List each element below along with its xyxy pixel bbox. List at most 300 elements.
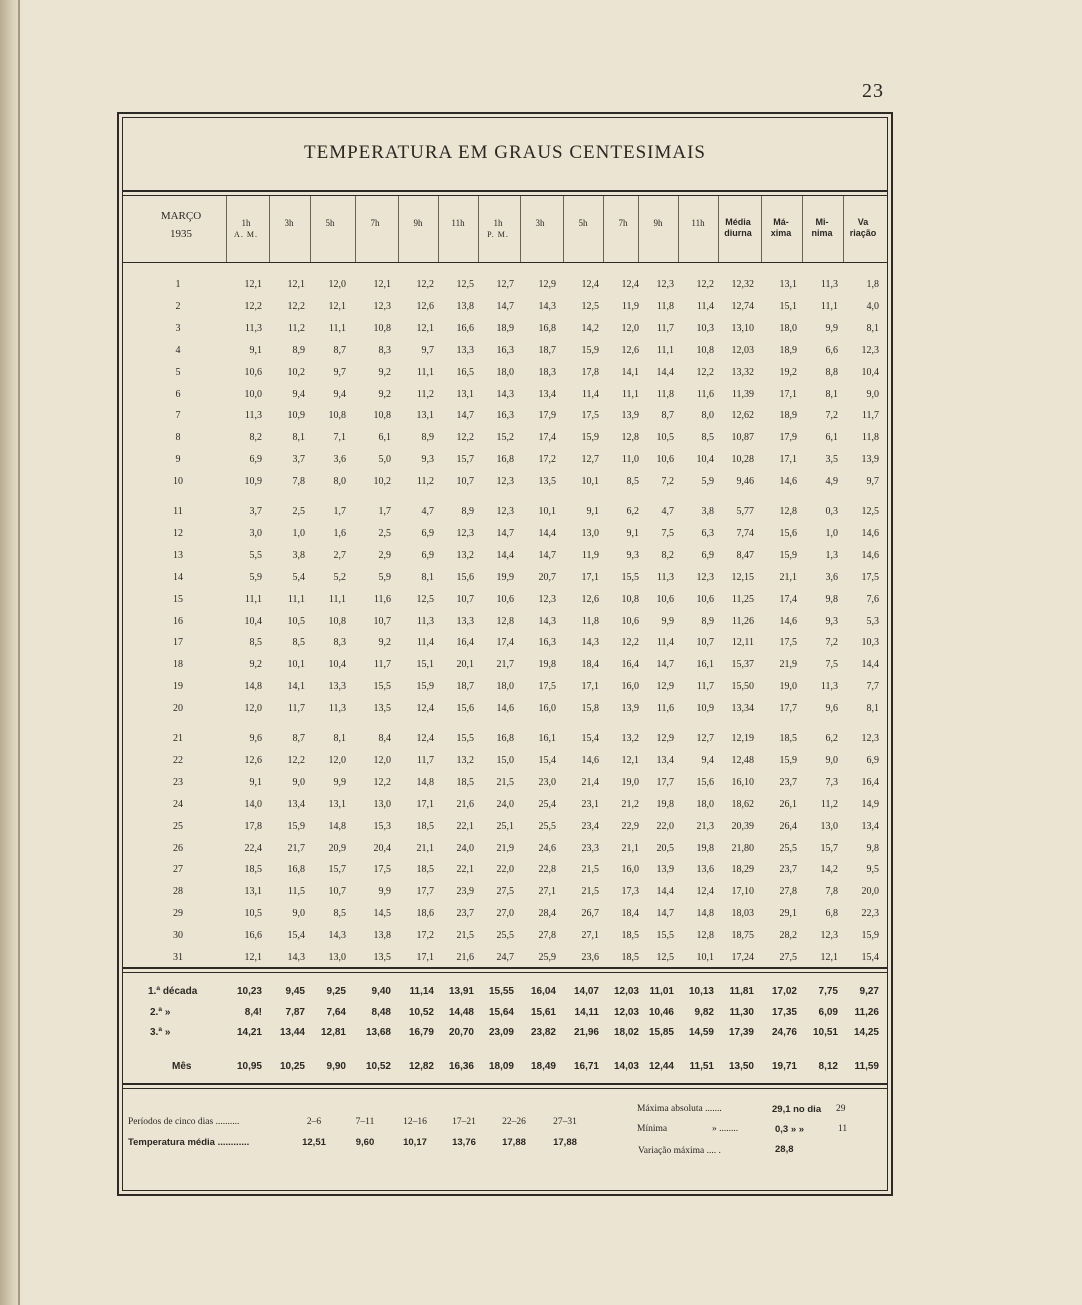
temperature-cell: 10,2 [287,367,305,378]
temperature-cell: 18,0 [496,367,514,378]
temperature-cell: 12,8 [621,432,639,443]
temperature-cell: 17,9 [779,432,797,443]
day-label: 21 [173,733,183,744]
temperature-cell: 15,1 [779,301,797,312]
summary-value: 18,09 [488,1061,514,1072]
max-variation-value: 28,8 [775,1144,794,1155]
summary-label: 3.ª » [150,1027,171,1038]
temperature-cell: 15,3 [373,821,391,832]
temperature-cell: 1,8 [866,279,879,290]
temperature-cell: 8,7 [292,733,305,744]
summary-value: 18,02 [613,1027,639,1038]
temperature-cell: 22,0 [496,864,514,875]
temperature-cell: 18,6 [416,908,434,919]
temperature-cell: 10,5 [287,616,305,627]
temperature-cell: 13,10 [731,323,754,334]
temperature-cell: 15,8 [581,703,599,714]
temperature-cell: 12,3 [696,572,714,583]
temperature-cell: 11,1 [621,389,639,400]
temperature-cell: 11,0 [621,454,639,465]
temperature-cell: 13,4 [287,799,305,810]
temperature-cell: 3,6 [333,454,346,465]
column-header [761,217,801,239]
summary-label: 1.ª década [148,986,198,997]
temperature-cell: 17,1 [779,389,797,400]
temperature-cell: 15,6 [696,777,714,788]
period-temperature: 17,88 [553,1137,577,1148]
period-label: 27–31 [553,1117,577,1127]
temperature-cell: 24,0 [496,799,514,810]
temperature-cell: 13,5 [373,703,391,714]
temperature-cell: 29,1 [779,908,797,919]
temperature-cell: 12,1 [287,279,305,290]
summary-value: 14,07 [573,986,599,997]
temperature-cell: 11,2 [820,799,838,810]
temperature-cell: 14,7 [456,410,474,421]
temperature-cell: 10,1 [538,506,556,517]
temperature-cell: 12,0 [244,703,262,714]
temperature-cell: 14,4 [496,550,514,561]
temperature-cell: 21,6 [456,799,474,810]
temperature-cell: 13,8 [456,301,474,312]
day-label: 27 [173,864,183,875]
temperature-cell: 10,7 [696,637,714,648]
temperature-cell: 17,4 [496,637,514,648]
temperature-cell: 18,75 [731,930,754,941]
temperature-cell: 9,9 [661,616,674,627]
temperature-cell: 13,34 [731,703,754,714]
temperature-cell: 16,3 [496,345,514,356]
temperature-cell: 10,9 [287,410,305,421]
temperature-cell: 4,7 [661,506,674,517]
temperature-cell: 8,9 [701,616,714,627]
temperature-cell: 14,4 [656,886,674,897]
temperature-cell: 17,5 [779,637,797,648]
temperature-cell: 12,4 [581,279,599,290]
temperature-cell: 8,2 [249,432,262,443]
summary-value: 16,71 [573,1061,599,1072]
temperature-cell: 8,9 [421,432,434,443]
temperature-cell: 12,0 [373,755,391,766]
temperature-cell: 15,9 [779,550,797,561]
temperature-cell: 11,7 [696,681,714,692]
temperature-cell: 13,3 [456,345,474,356]
temperature-cell: 11,2 [416,476,434,487]
temperature-cell: 10,7 [373,616,391,627]
temperature-cell: 13,9 [621,703,639,714]
temperature-cell: 11,2 [287,323,305,334]
temperature-cell: 10,6 [656,454,674,465]
temperature-cell: 8,1 [825,389,838,400]
summary-value: 7,87 [285,1007,305,1018]
summary-value: 11,51 [689,1061,714,1072]
temperature-cell: 23,7 [779,777,797,788]
periods-label: Períodos de cinco dias .......... [128,1117,240,1127]
temperature-cell: 0,3 [825,506,838,517]
temperature-cell: 9,3 [825,616,838,627]
temperature-cell: 19,0 [779,681,797,692]
summary-value: 13,68 [365,1027,391,1038]
temperature-cell: 17,3 [621,886,639,897]
summary-value: 8,4! [244,1007,262,1018]
column-header-label: 9h [653,218,663,228]
temperature-cell: 12,74 [731,301,754,312]
temperature-cell: 16,8 [538,323,556,334]
temperature-cell: 14,7 [538,550,556,561]
temperature-cell: 10,87 [731,432,754,443]
temperature-cell: 26,1 [779,799,797,810]
temperature-cell: 13,1 [416,410,434,421]
temperature-cell: 12,1 [244,279,262,290]
temperature-cell: 8,7 [333,345,346,356]
temperature-cell: 9,2 [378,367,391,378]
temperature-cell: 9,0 [292,777,305,788]
temperature-cell: 14,5 [373,908,391,919]
column-header-sub: riação [849,228,877,238]
temperature-cell: 18,9 [779,410,797,421]
temperature-cell: 20,7 [538,572,556,583]
summary-value: 9,27 [859,986,879,997]
column-header [355,218,395,229]
column-header [269,218,309,229]
temperature-cell: 15,5 [621,572,639,583]
min-absolute-value: 0,3 » » [775,1124,805,1135]
temperature-cell: 18,29 [731,864,754,875]
summary-value: 15,85 [648,1027,674,1038]
temperature-cell: 7,1 [333,432,346,443]
temperature-cell: 8,7 [661,410,674,421]
temperature-cell: 18,9 [779,345,797,356]
temperature-cell: 7,8 [292,476,305,487]
column-header [678,218,718,229]
temperature-cell: 4,7 [421,506,434,517]
temperature-cell: 9,1 [249,345,262,356]
temperature-cell: 28,2 [779,930,797,941]
temperature-cell: 13,5 [538,476,556,487]
temperature-cell: 19,2 [779,367,797,378]
temperature-cell: 14,4 [656,367,674,378]
temperature-cell: 3,6 [825,572,838,583]
temperature-cell: 11,1 [820,301,838,312]
temperature-cell: 18,9 [496,323,514,334]
temperature-cell: 5,4 [292,572,305,583]
temperature-cell: 12,1 [328,301,346,312]
column-header-label: 11h [691,218,705,228]
temperature-cell: 8,1 [866,703,879,714]
temperature-cell: 17,5 [581,410,599,421]
temperature-cell: 8,5 [333,908,346,919]
temperature-cell: 12,3 [456,528,474,539]
day-label: 1 [175,279,181,290]
title-rule [122,190,888,192]
temperature-cell: 21,5 [456,930,474,941]
temperature-cell: 20,0 [861,886,879,897]
temperature-cell: 18,5 [621,952,639,963]
max-variation-label: Variação máxima .... . [638,1146,721,1156]
temperature-cell: 21,6 [456,952,474,963]
temperature-cell: 16,1 [538,733,556,744]
temperature-cell: 8,4 [378,733,391,744]
temperature-cell: 12,3 [861,733,879,744]
summary-value: 14,11 [574,1007,599,1018]
summary-value: 14,03 [613,1061,639,1072]
column-header-label: 1h [241,218,251,228]
day-label: 7 [175,410,181,421]
temperature-cell: 15,5 [373,681,391,692]
temperature-cell: 12,15 [731,572,754,583]
temperature-cell: 15,9 [861,930,879,941]
temperature-cell: 10,0 [244,389,262,400]
temperature-cell: 13,1 [244,886,262,897]
temperature-mean-label: Temperatura média ............ [128,1137,250,1148]
temperature-cell: 11,26 [731,616,754,627]
temperature-cell: 2,5 [292,506,305,517]
temperature-cell: 18,03 [731,908,754,919]
temperature-cell: 12,2 [287,301,305,312]
temperature-cell: 15,7 [456,454,474,465]
temperature-cell: 8,1 [292,432,305,443]
temperature-cell: 10,8 [328,410,346,421]
day-label: 15 [173,594,183,605]
temperature-cell: 13,4 [861,821,879,832]
temperature-cell: 20,39 [731,821,754,832]
summary-value: 15,64 [488,1007,514,1018]
temperature-cell: 10,1 [696,952,714,963]
period-label: 7–11 [355,1117,375,1127]
temperature-cell: 22,1 [456,864,474,875]
temperature-cell: 10,7 [456,594,474,605]
temperature-cell: 3,8 [701,506,714,517]
temperature-cell: 28,4 [538,908,556,919]
temperature-cell: 11,4 [656,637,674,648]
column-divider [563,196,564,262]
temperature-cell: 1,0 [292,528,305,539]
temperature-cell: 16,1 [696,659,714,670]
temperature-cell: 26,7 [581,908,599,919]
temperature-cell: 18,7 [538,345,556,356]
temperature-cell: 12,2 [373,777,391,788]
temperature-cell: 11,3 [328,703,346,714]
temperature-cell: 9,8 [866,843,879,854]
temperature-cell: 10,1 [581,476,599,487]
temperature-cell: 13,1 [456,389,474,400]
day-label: 5 [175,367,181,378]
temperature-cell: 17,2 [416,930,434,941]
temperature-cell: 17,8 [581,367,599,378]
temperature-cell: 10,6 [656,594,674,605]
temperature-cell: 17,4 [779,594,797,605]
temperature-cell: 17,9 [538,410,556,421]
temperature-cell: 15,0 [496,755,514,766]
temperature-cell: 12,9 [538,279,556,290]
temperature-cell: 9,4 [333,389,346,400]
temperature-cell: 25,4 [538,799,556,810]
temperature-cell: 8,5 [292,637,305,648]
temperature-cell: 15,4 [581,733,599,744]
summary-value: 11,59 [854,1061,879,1072]
temperature-cell: 12,6 [581,594,599,605]
period-label: 12–16 [403,1117,427,1127]
temperature-cell: 10,8 [328,616,346,627]
temperature-cell: 13,3 [456,616,474,627]
summary-value: 11,30 [729,1007,754,1018]
period-temperature: 9,60 [355,1137,375,1148]
temperature-cell: 14,7 [656,659,674,670]
temperature-cell: 10,8 [373,410,391,421]
temperature-cell: 9,3 [626,550,639,561]
temperature-cell: 16,4 [621,659,639,670]
temperature-cell: 6,8 [825,908,838,919]
temperature-cell: 5,9 [249,572,262,583]
summary-value: 9,25 [326,986,346,997]
temperature-cell: 15,4 [287,930,305,941]
summary-value: 15,55 [488,986,514,997]
column-header-sub: P. M. [487,230,509,239]
temperature-cell: 9,2 [378,389,391,400]
temperature-cell: 9,7 [866,476,879,487]
temperature-cell: 6,9 [701,550,714,561]
temperature-cell: 15,4 [538,755,556,766]
temperature-cell: 13,9 [656,864,674,875]
temperature-cell: 12,1 [244,952,262,963]
summary-value: 17,35 [771,1007,797,1018]
temperature-cell: 25,1 [496,821,514,832]
page-binding-crease [18,0,20,1305]
temperature-cell: 13,6 [696,864,714,875]
temperature-cell: 15,9 [581,345,599,356]
temperature-cell: 19,8 [538,659,556,670]
temperature-cell: 7,8 [825,886,838,897]
period-label: 17–21 [452,1117,476,1127]
temperature-cell: 10,7 [456,476,474,487]
column-divider [638,196,639,262]
temperature-cell: 17,2 [538,454,556,465]
column-header [226,218,266,240]
temperature-cell: 10,4 [328,659,346,670]
temperature-cell: 14,1 [287,681,305,692]
period-label: 2–6 [306,1117,322,1127]
temperature-cell: 15,2 [496,432,514,443]
temperature-cell: 6,2 [626,506,639,517]
temperature-cell: 12,1 [373,279,391,290]
temperature-cell: 15,5 [656,930,674,941]
day-label: 14 [173,572,183,583]
temperature-cell: 21,5 [581,886,599,897]
period-temperature: 17,88 [502,1137,526,1148]
temperature-cell: 14,3 [328,930,346,941]
temperature-cell: 5,2 [333,572,346,583]
temperature-cell: 14,8 [244,681,262,692]
temperature-cell: 18,3 [538,367,556,378]
temperature-cell: 8,1 [333,733,346,744]
summary-value: 23,09 [488,1027,514,1038]
day-label: 4 [175,345,181,356]
period-temperature: 10,17 [403,1137,427,1148]
temperature-cell: 16,3 [496,410,514,421]
summary-value: 10,95 [236,1061,262,1072]
temperature-cell: 10,4 [696,454,714,465]
summary-value: 11,26 [854,1007,879,1018]
summary-value: 11,01 [649,986,674,997]
temperature-cell: 24,7 [496,952,514,963]
temperature-cell: 15,50 [731,681,754,692]
temperature-cell: 27,8 [538,930,556,941]
temperature-cell: 23,1 [581,799,599,810]
temperature-cell: 18,5 [456,777,474,788]
temperature-cell: 21,7 [496,659,514,670]
temperature-cell: 22,4 [244,843,262,854]
temperature-cell: 13,4 [538,389,556,400]
day-label: 23 [173,777,183,788]
temperature-cell: 14,3 [538,301,556,312]
day-label: 2 [175,301,181,312]
temperature-cell: 9,4 [701,755,714,766]
summary-value: 12,81 [320,1027,346,1038]
column-header-sub: xima [770,228,792,238]
temperature-cell: 12,3 [538,594,556,605]
summary-value: 9,82 [694,1007,714,1018]
temperature-cell: 16,8 [496,733,514,744]
temperature-cell: 12,6 [416,301,434,312]
temperature-cell: 9,7 [333,367,346,378]
temperature-cell: 10,28 [731,454,754,465]
temperature-cell: 17,10 [731,886,754,897]
temperature-cell: 12,5 [581,301,599,312]
temperature-cell: 12,5 [656,952,674,963]
temperature-cell: 9,4 [292,389,305,400]
temperature-cell: 14,2 [581,323,599,334]
temperature-cell: 21,1 [779,572,797,583]
temperature-cell: 12,5 [456,279,474,290]
temperature-cell: 18,5 [621,930,639,941]
temperature-cell: 15,9 [581,432,599,443]
summary-value: 12,44 [648,1061,674,1072]
temperature-cell: 11,7 [861,410,879,421]
column-header-label: 11h [451,218,465,228]
temperature-cell: 16,0 [538,703,556,714]
temperature-cell: 11,8 [656,389,674,400]
summary-value: 10,23 [236,986,262,997]
summary-value: 10,52 [408,1007,434,1018]
day-label: 9 [175,454,181,465]
summary-value: 10,25 [279,1061,305,1072]
summary-value: 9,45 [285,986,305,997]
temperature-cell: 14,2 [820,864,838,875]
column-header [398,218,438,229]
temperature-cell: 15,9 [779,755,797,766]
temperature-cell: 8,8 [825,367,838,378]
summary-value: 12,82 [408,1061,434,1072]
temperature-cell: 11,1 [328,323,346,334]
temperature-cell: 15,9 [416,681,434,692]
footer-rule-thin [122,1088,888,1089]
temperature-cell: 11,8 [861,432,879,443]
temperature-cell: 12,4 [416,703,434,714]
temperature-cell: 21,3 [696,821,714,832]
temperature-cell: 11,1 [416,367,434,378]
summary-value: 13,91 [448,986,474,997]
month-label: MARÇO [160,210,202,222]
temperature-cell: 13,2 [456,755,474,766]
temperature-cell: 17,5 [861,572,879,583]
temperature-cell: 13,5 [373,952,391,963]
temperature-cell: 14,4 [538,528,556,539]
temperature-cell: 13,9 [861,454,879,465]
period-temperature: 12,51 [302,1137,326,1148]
min-ditto: » ........ [712,1124,739,1134]
temperature-cell: 25,5 [779,843,797,854]
temperature-cell: 17,1 [779,454,797,465]
